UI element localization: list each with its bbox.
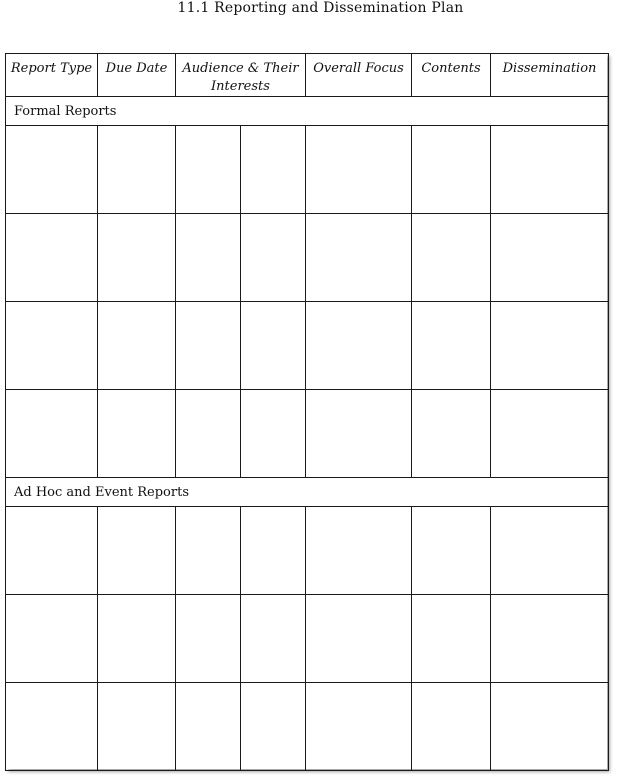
table-cell xyxy=(491,302,609,390)
table-cell xyxy=(241,595,306,683)
table-cell xyxy=(6,214,98,302)
table-cell xyxy=(306,390,412,478)
table-cell xyxy=(98,390,176,478)
table-cell xyxy=(306,126,412,214)
table-cell xyxy=(6,390,98,478)
table-cell xyxy=(241,507,306,595)
table-cell xyxy=(491,507,609,595)
table-row xyxy=(6,126,609,214)
table-cell xyxy=(412,214,491,302)
reporting-plan-table xyxy=(5,53,609,771)
table-cell xyxy=(491,595,609,683)
table-row xyxy=(6,214,609,302)
table-cell xyxy=(176,507,241,595)
table-cell xyxy=(306,507,412,595)
table-cell xyxy=(98,214,176,302)
plan-table-container xyxy=(5,53,607,769)
table-cell xyxy=(306,683,412,771)
table-cell xyxy=(412,683,491,771)
table-cell xyxy=(412,390,491,478)
header-dissemination: Dissemination xyxy=(491,54,609,97)
table-cell xyxy=(306,302,412,390)
section-label-ad-hoc-reports: Ad Hoc and Event Reports xyxy=(6,478,609,507)
table-cell xyxy=(98,683,176,771)
header-row xyxy=(6,54,609,97)
table-cell xyxy=(491,126,609,214)
table-cell xyxy=(176,595,241,683)
table-cell xyxy=(241,683,306,771)
table-cell xyxy=(6,683,98,771)
table-cell xyxy=(491,683,609,771)
table-cell xyxy=(6,595,98,683)
table-cell xyxy=(412,507,491,595)
table-cell xyxy=(6,507,98,595)
page-title: 11.1 Reporting and Dissemination Plan xyxy=(177,0,464,16)
section-row-formal xyxy=(6,97,609,126)
table-cell xyxy=(412,595,491,683)
table-cell xyxy=(98,126,176,214)
header-report-type: Report Type xyxy=(6,54,98,97)
table-cell xyxy=(306,595,412,683)
header-overall-focus: Overall Focus xyxy=(306,54,412,97)
section-label-formal-reports: Formal Reports xyxy=(6,97,609,126)
table-row xyxy=(6,507,609,595)
table-cell xyxy=(6,126,98,214)
table-cell xyxy=(306,214,412,302)
table-cell xyxy=(176,683,241,771)
table-cell xyxy=(241,390,306,478)
table-cell xyxy=(6,302,98,390)
table-cell xyxy=(176,214,241,302)
header-contents: Contents xyxy=(412,54,491,97)
table-cell xyxy=(491,390,609,478)
table-cell xyxy=(491,214,609,302)
table-row xyxy=(6,683,609,771)
table-cell xyxy=(412,302,491,390)
table-cell xyxy=(176,302,241,390)
table-cell xyxy=(241,302,306,390)
table-cell xyxy=(412,126,491,214)
table-cell xyxy=(98,595,176,683)
table-cell xyxy=(176,126,241,214)
header-audience: Audience & Their Interests xyxy=(176,54,306,97)
header-due-date: Due Date xyxy=(98,54,176,97)
table-row xyxy=(6,390,609,478)
table-cell xyxy=(176,390,241,478)
table-cell xyxy=(98,302,176,390)
section-row-adhoc xyxy=(6,478,609,507)
table-row xyxy=(6,595,609,683)
table-cell xyxy=(241,214,306,302)
table-cell xyxy=(241,126,306,214)
table-row xyxy=(6,302,609,390)
table-cell xyxy=(98,507,176,595)
